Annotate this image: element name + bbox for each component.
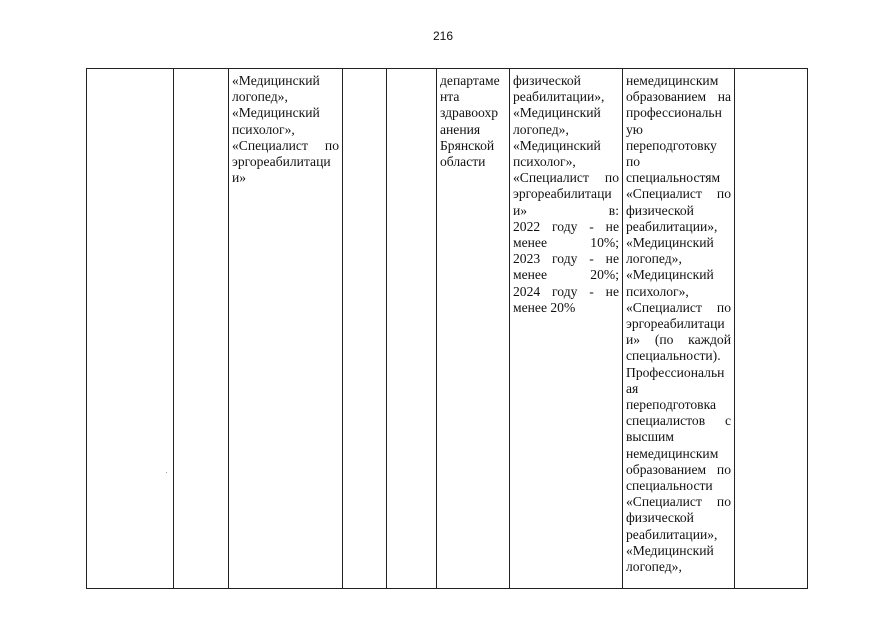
cell-text-line: немедицинским — [626, 445, 719, 461]
table-row — [87, 69, 808, 589]
cell-text-line: высшим — [626, 429, 674, 445]
cell-text-line: и» — [232, 170, 247, 186]
cell-text-line: менее 20% — [513, 299, 576, 315]
cell-text-line: 2024 году - не — [513, 283, 619, 299]
cell-text-line: 2023 году - не — [513, 251, 619, 267]
table-cell-col-2 — [174, 69, 229, 589]
cell-text-line: специальности — [626, 478, 713, 494]
cell-text-line: ая — [626, 380, 639, 396]
cell-text-line: нта — [440, 89, 460, 105]
cell-text-line: физической — [626, 202, 694, 218]
cell-text-line: реабилитации», — [626, 218, 718, 234]
cell-text-line: логопед», — [626, 251, 682, 267]
cell-text-line: «Специалист по — [626, 299, 731, 315]
cell-text-line: и» в: — [513, 202, 619, 218]
cell-text-line: логопед», — [513, 121, 569, 137]
cell-text-line: логопед», — [626, 559, 682, 575]
cell-text-line: специальности). — [626, 348, 721, 364]
cell-text-line: образованием по — [626, 461, 731, 477]
cell-text-line: Брянской — [440, 137, 495, 153]
cell-text-line: эргореабилитаци — [513, 186, 612, 202]
cell-text-line: здравоохр — [440, 105, 499, 121]
cell-text-line: профессиональн — [626, 105, 722, 121]
table-cell-col-6 — [437, 69, 510, 589]
cell-text-line: специальностям — [626, 170, 721, 186]
cell-text-line: по — [626, 154, 641, 170]
cell-text-line: психолог», — [232, 121, 295, 137]
cell-text-line: «Медицинский — [232, 73, 320, 88]
cell-text-line: 2022 году - не — [513, 218, 619, 234]
table-cell-col-7 — [510, 69, 623, 589]
scan-speck — [166, 472, 167, 473]
cell-text-line: физической — [513, 73, 581, 88]
cell-text-line: психолог», — [513, 154, 576, 170]
cell-text-line: ую — [626, 121, 643, 137]
cell-text-line: «Медицинский — [626, 267, 714, 283]
cell-text-line: Профессиональн — [626, 364, 725, 380]
cell-text-line: менее 20%; — [513, 267, 619, 283]
cell-text-line: области — [440, 154, 486, 170]
table-cell-col-4 — [343, 69, 387, 589]
cell-text-line: образованием на — [626, 89, 731, 105]
document-table — [86, 68, 808, 589]
cell-text-line: логопед», — [232, 89, 288, 105]
cell-text-line: реабилитации», — [513, 89, 605, 105]
cell-text-line: эргореабилитаци — [232, 154, 331, 170]
table-cell-col-1 — [87, 69, 174, 589]
cell-text-line: специалистов с — [626, 413, 731, 429]
cell-text-line: менее 10%; — [513, 235, 619, 251]
cell-text-line: «Медицинский — [626, 235, 714, 251]
table-cell-col-9 — [735, 69, 808, 589]
cell-text-line: «Специалист по — [626, 494, 731, 510]
cell-text-line: департаме — [440, 73, 500, 88]
table-cell-col-8 — [623, 69, 735, 589]
cell-text-line: переподготовка — [626, 397, 716, 413]
cell-text-line: и» (по каждой — [626, 332, 731, 348]
cell-text-line: физической — [626, 510, 694, 526]
cell-text-line: «Медицинский — [513, 105, 601, 121]
cell-text-line: «Специалист по — [232, 137, 339, 153]
cell-text-line: «Медицинский — [513, 137, 601, 153]
cell-text-line: «Специалист по — [513, 170, 619, 186]
table-cell-col-3 — [229, 69, 343, 589]
cell-text-line: «Медицинский — [232, 105, 320, 121]
cell-text-line: анения — [440, 121, 481, 137]
cell-text-line: немедицинским — [626, 73, 719, 88]
cell-text-line: эргореабилитаци — [626, 316, 725, 332]
cell-text-line: реабилитации», — [626, 526, 718, 542]
cell-text-line: переподготовку — [626, 137, 717, 153]
page-number: 216 — [432, 29, 454, 43]
cell-text-line: «Специалист по — [626, 186, 731, 202]
cell-text-line: психолог», — [626, 283, 689, 299]
table-cell-col-5 — [387, 69, 437, 589]
cell-text-line: «Медицинский — [626, 542, 714, 558]
